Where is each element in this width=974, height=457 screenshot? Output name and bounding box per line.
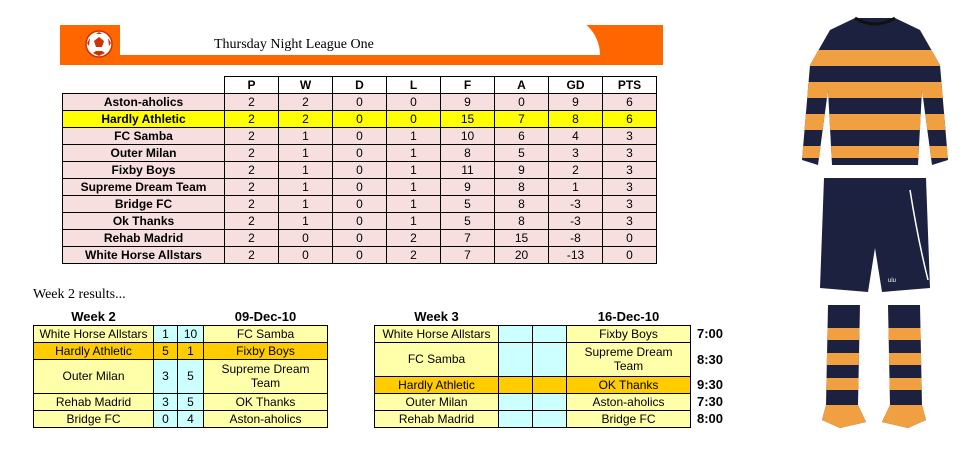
team-header-blank (63, 77, 225, 94)
away-score-empty (533, 393, 567, 410)
stat-cell: 5 (495, 145, 549, 162)
fixture-row (375, 393, 731, 410)
league-row (63, 128, 657, 145)
stat-cell: 1 (387, 179, 441, 196)
league-row (63, 230, 657, 247)
shorts-logo: ulu (888, 278, 897, 284)
stat-cell: 7 (441, 230, 495, 247)
result-row (34, 342, 328, 359)
home-team: White Horse Allstars (375, 325, 499, 342)
results-caption: Week 2 results... (33, 287, 126, 302)
home-score-empty (499, 325, 533, 342)
team-name: Fixby Boys (63, 162, 225, 179)
shorts-icon (820, 178, 930, 292)
stat-cell: 6 (495, 128, 549, 145)
stat-cell: 0 (387, 111, 441, 128)
shirt-icon (800, 10, 950, 170)
stat-cell: 5 (441, 196, 495, 213)
week3-date: 16-Dec-10 (597, 308, 660, 324)
away-score-empty (533, 410, 567, 427)
kickoff-time: 8:00 (697, 411, 724, 426)
stat-cell: 0 (333, 162, 387, 179)
league-row (63, 247, 657, 264)
left-sock-icon (800, 300, 950, 430)
away-score-empty (533, 342, 567, 376)
stat-cell: 9 (441, 94, 495, 111)
stat-cell: 0 (387, 94, 441, 111)
stat-cell: 8 (549, 111, 603, 128)
league-row (63, 94, 657, 111)
league-row (63, 196, 657, 213)
stat-cell: 0 (333, 196, 387, 213)
stat-cell: 5 (441, 213, 495, 230)
away-score: 5 (178, 393, 204, 410)
stat-cell: 1 (387, 213, 441, 230)
stat-cell: 6 (603, 111, 657, 128)
stat-cell: 2 (225, 213, 279, 230)
stat-cell: 0 (333, 111, 387, 128)
stat-cell: 2 (225, 128, 279, 145)
stat-cell: 2 (225, 247, 279, 264)
stat-cell: 0 (603, 247, 657, 264)
team-name: Aston-aholics (63, 94, 225, 111)
away-team: Aston-aholics (204, 410, 328, 427)
kickoff-time: 8:30 (697, 351, 724, 367)
league-table (62, 76, 657, 264)
away-team: Aston-aholics (567, 393, 691, 410)
week3-fixtures-table (374, 308, 731, 428)
away-score: 4 (178, 410, 204, 427)
col-header: W (279, 77, 333, 94)
stat-cell: -8 (549, 230, 603, 247)
away-team: FC Samba (204, 325, 328, 342)
stat-cell: 1 (279, 128, 333, 145)
stat-cell: 1 (279, 162, 333, 179)
stat-cell: 1 (279, 196, 333, 213)
away-score-empty (533, 325, 567, 342)
result-row (34, 325, 328, 342)
league-row (63, 145, 657, 162)
week2-date: 09-Dec-10 (234, 308, 297, 324)
home-score: 1 (154, 325, 178, 342)
league-header-row (63, 77, 657, 94)
stat-cell: 1 (387, 196, 441, 213)
home-team: Bridge FC (34, 410, 154, 427)
home-score: 5 (154, 342, 178, 359)
league-row (63, 213, 657, 230)
team-name: Supreme Dream Team (63, 179, 225, 196)
stat-cell: 2 (279, 111, 333, 128)
home-team: Hardly Athletic (375, 376, 499, 393)
team-name: FC Samba (63, 128, 225, 145)
team-name: Ok Thanks (63, 213, 225, 230)
stat-cell: 2 (225, 162, 279, 179)
stat-cell: 0 (333, 94, 387, 111)
stat-cell: 15 (495, 230, 549, 247)
stat-cell: 3 (603, 128, 657, 145)
stat-cell: 3 (603, 196, 657, 213)
fixture-row (375, 325, 731, 342)
away-team: Fixby Boys (567, 325, 691, 342)
home-score-empty (499, 376, 533, 393)
away-score: 1 (178, 342, 204, 359)
stat-cell: 0 (279, 247, 333, 264)
home-team: White Horse Allstars (34, 325, 154, 342)
col-header: A (495, 77, 549, 94)
stat-cell: 1 (279, 213, 333, 230)
away-team: Supreme Dream Team (567, 342, 691, 376)
team-name: White Horse Allstars (63, 247, 225, 264)
league-banner (60, 25, 663, 65)
col-header: P (225, 77, 279, 94)
stat-cell: 0 (333, 247, 387, 264)
league-row (63, 162, 657, 179)
team-kit-image (800, 10, 950, 450)
stat-cell: 15 (441, 111, 495, 128)
stat-cell: 0 (333, 179, 387, 196)
col-header: F (441, 77, 495, 94)
home-team: FC Samba (375, 342, 499, 376)
stat-cell: 11 (441, 162, 495, 179)
kickoff-time: 7:30 (697, 394, 724, 409)
result-row (34, 393, 328, 410)
fixture-row (375, 376, 731, 393)
stat-cell: 1 (387, 162, 441, 179)
stat-cell: 8 (441, 145, 495, 162)
stat-cell: 1 (279, 145, 333, 162)
stat-cell: 2 (387, 230, 441, 247)
stat-cell: 2 (225, 179, 279, 196)
team-name: Hardly Athletic (63, 111, 225, 128)
stat-cell: 2 (225, 145, 279, 162)
stat-cell: 8 (495, 196, 549, 213)
stat-cell: 2 (225, 94, 279, 111)
stat-cell: 2 (225, 111, 279, 128)
stat-cell: 2 (387, 247, 441, 264)
home-score-empty (499, 410, 533, 427)
week2-label: Week 2 (71, 308, 116, 324)
week2-results-table (33, 308, 328, 428)
away-team: Fixby Boys (204, 342, 328, 359)
right-sock-icon (800, 300, 950, 430)
league-row (63, 179, 657, 196)
stat-cell: 10 (441, 128, 495, 145)
stat-cell: 6 (603, 94, 657, 111)
stat-cell: 3 (603, 145, 657, 162)
stat-cell: -3 (549, 196, 603, 213)
away-score: 5 (178, 359, 204, 393)
stat-cell: 7 (495, 111, 549, 128)
home-score: 3 (154, 393, 178, 410)
stat-cell: 1 (387, 128, 441, 145)
stat-cell: 0 (333, 128, 387, 145)
league-row (63, 111, 657, 128)
stat-cell: 3 (603, 162, 657, 179)
col-header: PTS (603, 77, 657, 94)
away-score-empty (533, 376, 567, 393)
away-score: 10 (178, 325, 204, 342)
stat-cell: 3 (603, 213, 657, 230)
stat-cell: 1 (387, 145, 441, 162)
fixture-row (375, 410, 731, 427)
fixture-row (375, 342, 731, 376)
stat-cell: 9 (495, 162, 549, 179)
home-score-empty (499, 393, 533, 410)
home-team: Rehab Madrid (375, 410, 499, 427)
stat-cell: -13 (549, 247, 603, 264)
stat-cell: 2 (549, 162, 603, 179)
stat-cell: 3 (603, 179, 657, 196)
stat-cell: 0 (495, 94, 549, 111)
football-icon (84, 29, 114, 59)
stat-cell: 7 (441, 247, 495, 264)
away-team: Supreme Dream Team (204, 359, 328, 393)
stat-cell: 2 (225, 230, 279, 247)
banner-title: Thursday Night League One (214, 37, 374, 52)
stat-cell: 4 (549, 128, 603, 145)
home-team: Outer Milan (375, 393, 499, 410)
team-name: Bridge FC (63, 196, 225, 213)
stat-cell: 0 (279, 230, 333, 247)
team-name: Outer Milan (63, 145, 225, 162)
stat-cell: 0 (333, 145, 387, 162)
stat-cell: 8 (495, 213, 549, 230)
home-score: 3 (154, 359, 178, 393)
away-team: OK Thanks (567, 376, 691, 393)
stat-cell: 9 (549, 94, 603, 111)
stat-cell: 9 (441, 179, 495, 196)
col-header: GD (549, 77, 603, 94)
stat-cell: 0 (603, 230, 657, 247)
home-score-empty (499, 342, 533, 376)
away-team: Bridge FC (567, 410, 691, 427)
stat-cell: 3 (549, 145, 603, 162)
away-team: OK Thanks (204, 393, 328, 410)
stat-cell: 0 (333, 230, 387, 247)
stat-cell: 1 (549, 179, 603, 196)
col-header: D (333, 77, 387, 94)
result-row (34, 410, 328, 427)
stat-cell: 0 (333, 213, 387, 230)
stat-cell: -3 (549, 213, 603, 230)
kickoff-time: 9:30 (697, 377, 724, 392)
stat-cell: 1 (279, 179, 333, 196)
stat-cell: 20 (495, 247, 549, 264)
home-score: 0 (154, 410, 178, 427)
home-team: Outer Milan (34, 359, 154, 393)
col-header: L (387, 77, 441, 94)
team-name: Rehab Madrid (63, 230, 225, 247)
stat-cell: 8 (495, 179, 549, 196)
result-row (34, 359, 328, 393)
home-team: Rehab Madrid (34, 393, 154, 410)
stat-cell: 2 (225, 196, 279, 213)
week3-label: Week 3 (414, 308, 459, 324)
home-team: Hardly Athletic (34, 342, 154, 359)
kickoff-time: 7:00 (697, 326, 724, 341)
stat-cell: 2 (279, 94, 333, 111)
